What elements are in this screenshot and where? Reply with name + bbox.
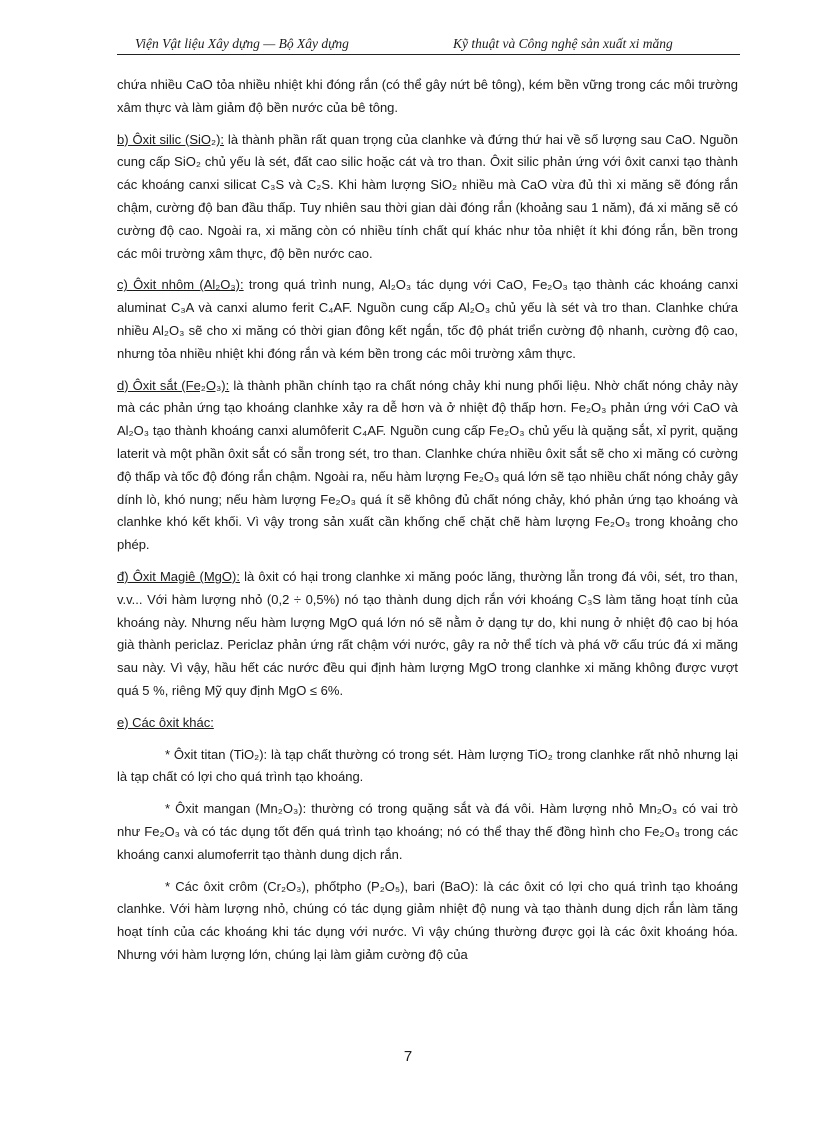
paragraph-text: * Ôxit titan (TiO₂): là tạp chất thường có trong sét. Hàm lượng TiO₂ trong clanhke rất nhỏ nhưng lại là tạp chất có lợi cho quá trình tạo khoáng. — [117, 746, 738, 785]
paragraph-iron-oxide — [117, 375, 738, 557]
page-number: 7 — [403, 1048, 413, 1065]
paragraph-text: * Các ôxit crôm (Cr₂O₃), phốtpho (P₂O₅), bari (BaO): là các ôxit có lợi cho quá trình tạo khoáng clanhke. Với hàm lượng nhỏ, chúng có tác dụng giảm nhiệt độ nung và tạo thành dung dịch rắn làm tăng hoạt tính của các khoáng khi tác dụng với nước. Vì vậy chúng thường được gọi là các ôxit khoáng hóa. Nhưng với hàm lượng lớn, chúng lại làm giảm cường độ của — [117, 878, 738, 962]
section-heading-al2o3: c) Ôxit nhôm (Al₂O₃): — [117, 277, 244, 293]
paragraph-titanium — [117, 744, 738, 790]
paragraph-silica — [117, 129, 738, 266]
paragraph-other-oxides — [117, 712, 738, 735]
page-body — [117, 74, 738, 976]
paragraph-magnesia — [117, 566, 738, 703]
section-heading-sio2: b) Ôxit silic (SiO₂): — [117, 131, 225, 147]
paragraph-text: * Ôxit mangan (Mn₂O₃): thường có trong quặng sắt và đá vôi. Hàm lượng nhỏ Mn₂O₃ có vai trò như Fe₂O₃ và có tác dụng tốt đến quá trình tạo khoáng; nó có thể thay thế đồng hình cho Fe₂O₃ trong các khoáng canxi alumoferrit tạo thành dung dịch rắn. — [117, 801, 738, 862]
header-left: Viện Vật liệu Xây dựng — Bộ Xây dựng — [135, 36, 349, 51]
paragraph-cao-continued — [117, 74, 738, 120]
paragraph-text: trong quá trình nung, Al₂O₃ tác dụng với CaO, Fe₂O₃ tạo thành các khoáng canxi aluminat C₃A và canxi alumo ferit C₄AF. Nguồn cung cấp Al₂O₃ chủ yếu là sét và tro than. Clanhke chứa nhiều Al₂O₃ sẽ cho xi măng có thời gian đông kết ngắn, tốc độ phát triển cường độ nhanh, cường độ cao, nhưng tỏa nhiều nhiệt khi đóng rắn và kém bền trong các môi trường xâm thực. — [117, 277, 739, 361]
paragraph-alumina — [117, 274, 738, 365]
header-rule — [117, 54, 740, 55]
section-heading-mgo: đ) Ôxit Magiê (MgO): — [117, 568, 240, 584]
section-heading-fe2o3: d) Ôxit sắt (Fe₂O₃): — [117, 377, 230, 393]
section-heading-other: e) Các ôxit khác: — [117, 714, 214, 730]
paragraph-chromium-phosphorus-barium — [117, 876, 738, 967]
paragraph-text: chứa nhiều CaO tỏa nhiều nhiệt khi đóng rắn (có thể gây nứt bê tông), kém bền vững trong các môi trường xâm thực và làm giảm độ bền nước của bê tông. — [117, 77, 738, 115]
paragraph-text: là thành phần chính tạo ra chất nóng chảy khi nung phối liệu. Nhờ chất nóng chảy này mà các phản ứng tạo khoáng clanhke xảy ra dễ hơn và ở nhiệt độ thấp hơn. Fe₂O₃ phản ứng với CaO và Al₂O₃ tạo thành khoáng canxi alumôferit C₄AF. Nguồn cung cấp Fe₂O₃ chủ yếu là quặng sắt, xỉ pyrit, quặng laterit và một phần ôxit sắt có sẵn trong sét, tro than. Clanhke chứa nhiều ôxit sắt sẽ cho xi măng có cường độ thấp và tốc độ đóng rắn chậm. Ngoài ra, nếu hàm lượng Fe₂O₃ quá lớn sẽ tạo nhiều chất nóng chảy gây dính lò, khó nung; nếu hàm lượng Fe₂O₃ quá ít sẽ không đủ chất nóng chảy, khó phản ứng tạo khoáng và clanhke khó kết khối. Vì vậy trong sản xuất cần khống chế chặt chẽ hàm lượng Fe₂O₃ trong khoảng cho phép. — [117, 377, 738, 553]
paragraph-text: là ôxit có hại trong clanhke xi măng poóc lăng, thường lẫn trong đá vôi, sét, tro than, v.v... Với hàm lượng nhỏ (0,2 ÷ 0,5%) nó tạo thành dung dịch rắn với khoáng C₃S làm tăng hoạt tính của khoáng này. Nhưng nếu hàm lượng MgO quá lớn nó sẽ nằm ở dạng tự do, khi nung ở nhiệt độ cao bị hóa già thành periclaz. Periclaz phản ứng rất chậm với nước, gây ra nở thể tích và phá vỡ cấu trúc đá xi măng sau này. Vì vậy, hầu hết các nước đều qui định hàm lượng MgO trong clanhke xi măng không được vượt quá 5 %, riêng Mỹ quy định MgO ≤ 6%. — [117, 568, 738, 698]
paragraph-manganese — [117, 798, 738, 866]
header-right: Kỹ thuật và Công nghệ sản xuất xi măng — [453, 36, 673, 51]
paragraph-text: là thành phần rất quan trọng của clanhke và đứng thứ hai về số lượng sau CaO. Nguồn cung cấp SiO₂ chủ yếu là sét, đất cao silic hoặc cát và tro than. Ôxit silic phản ứng với ôxit canxi tạo thành các khoáng canxi silicat C₃S và C₂S. Khi hàm lượng SiO₂ nhiều mà CaO vừa đủ thì xi măng sẽ đóng rắn chậm, cường độ ban đầu thấp. Tuy nhiên sau thời gian dài đóng rắn (khoảng sau 1 năm), đá xi măng sẽ có cường độ cao. Ngoài ra, xi măng còn có nhiều tính chất quí khác như tỏa nhiệt ít khi đóng rắn, bền trong các môi trường xâm thực, độ bền nước cao. — [117, 131, 738, 261]
